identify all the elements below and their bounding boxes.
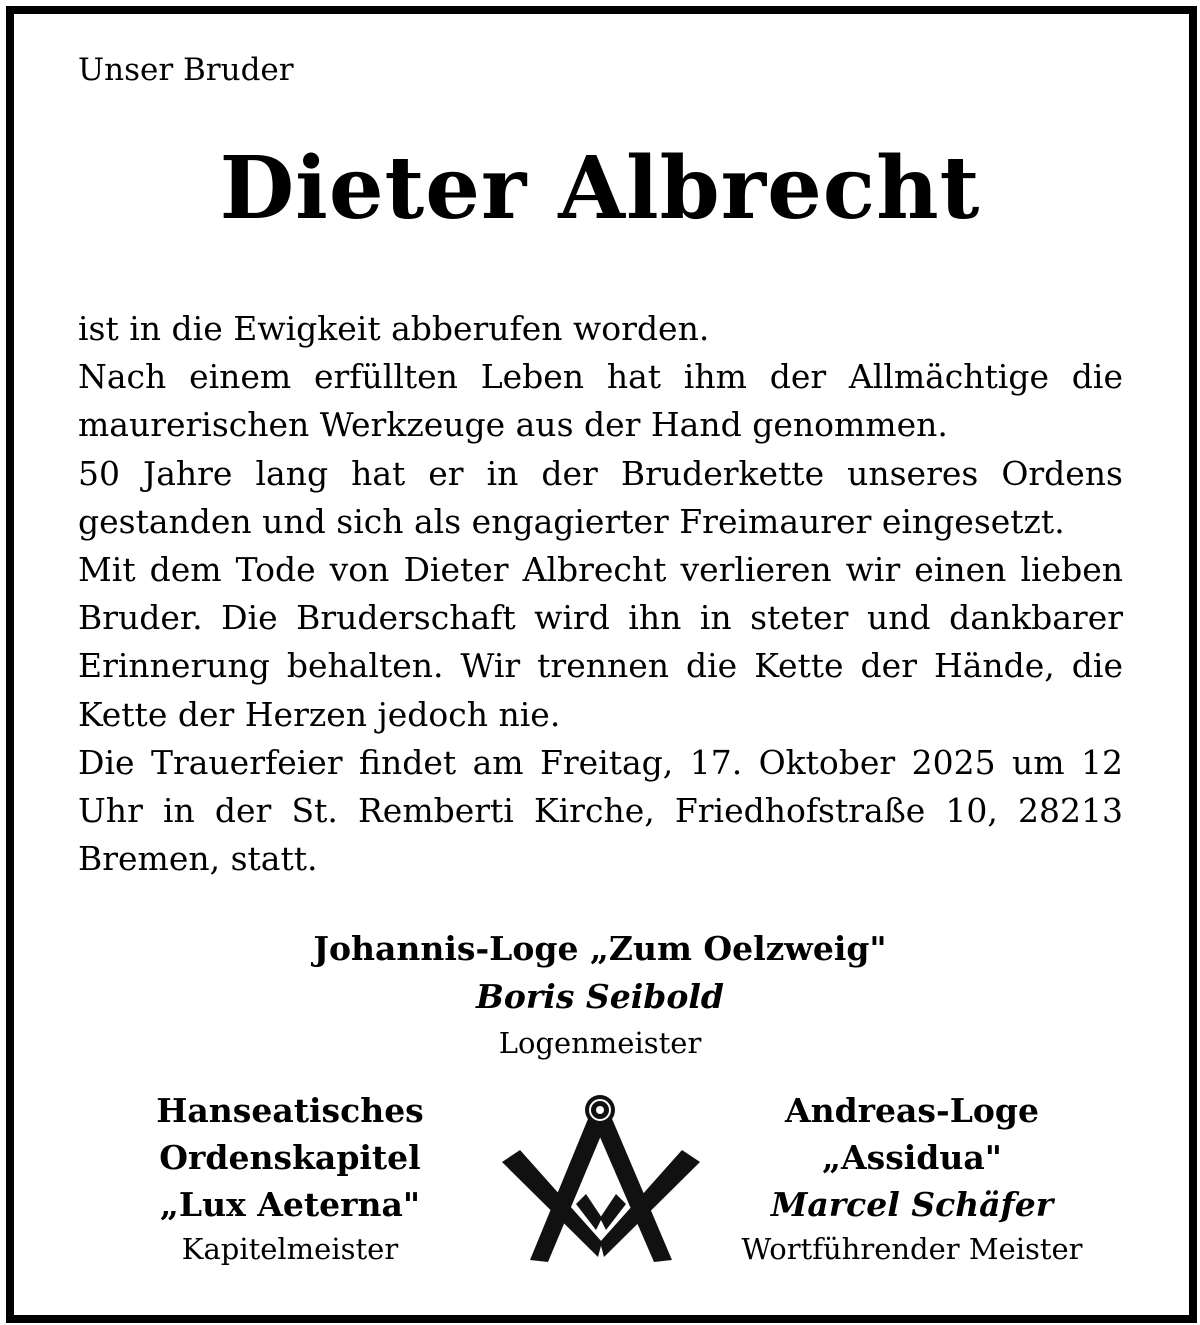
signature-right xyxy=(712,1087,1112,1270)
notice-body xyxy=(78,305,1123,883)
body-paragraph: Mit dem Tode von Dieter Albrecht verlieren wir einen lieben Bruder. Die Bruderschaft wird ihn in steter und dankbarer Erinnerung behalten. Wir trennen die Kette der Hände, die Kette der Herzen jedoch nie. xyxy=(78,550,1123,734)
lodge-name: Ordenskapitel xyxy=(159,1138,421,1177)
lodge-name: „Assidua" xyxy=(822,1138,1002,1177)
lodge-name: Johannis-Loge „Zum Oelzweig" xyxy=(313,929,887,968)
body-paragraph: Nach einem erfüllten Leben hat ihm der Allmächtige die maurerischen Werkzeuge aus der Hand genommen. xyxy=(78,357,1123,445)
body-paragraph: 50 Jahre lang hat er in der Bruderkette unseres Ordens gestanden und sich als engagierter Freimaurer eingesetzt. xyxy=(78,453,1123,541)
signer-name: Marcel Schäfer xyxy=(770,1185,1054,1224)
intro-text: Unser Bruder xyxy=(78,52,294,88)
signature-center xyxy=(0,925,1200,1065)
body-paragraph: Die Trauerfeier findet am Freitag, 17. Oktober 2025 um 12 Uhr in der St. Remberti Kirche, Friedhofstraße 10, 28213 Bremen, statt. xyxy=(78,742,1123,879)
lodge-name: „Lux Aeterna" xyxy=(159,1185,421,1224)
signer-role: Logenmeister xyxy=(498,1026,702,1060)
signer-role: Kapitelmeister xyxy=(181,1232,399,1266)
lodge-name: Andreas-Loge xyxy=(785,1091,1039,1130)
body-paragraph: ist in die Ewigkeit abberufen worden. xyxy=(78,309,710,348)
signature-left xyxy=(120,1087,460,1270)
compass-and-square-icon xyxy=(490,1092,710,1272)
deceased-name: Dieter Albrecht xyxy=(219,138,981,239)
signer-name: Boris Seibold xyxy=(476,977,724,1016)
lodge-name: Hanseatisches xyxy=(156,1091,424,1130)
signer-role: Wortführender Meister xyxy=(741,1232,1083,1266)
